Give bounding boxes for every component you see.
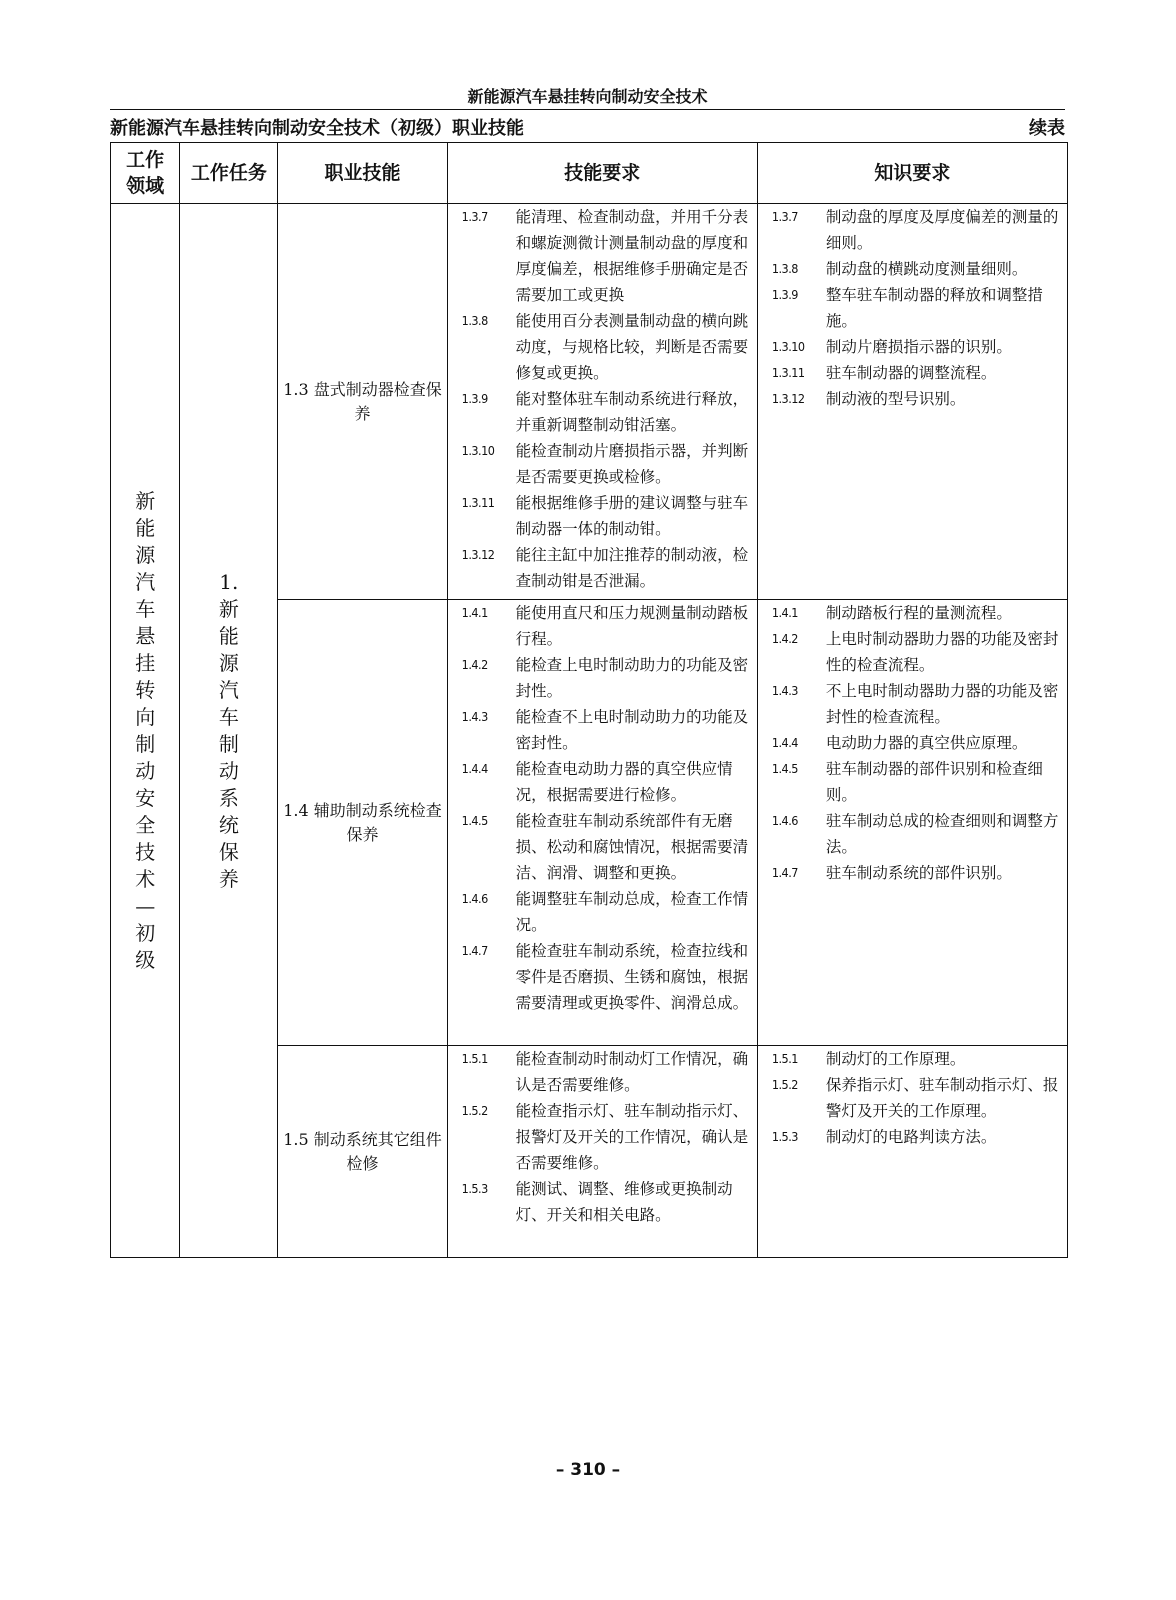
item-text: 能检查驻车制动系统部件有无磨损、松动和腐蚀情况，根据需要清洁、润滑、调整和更换。 [515, 812, 749, 882]
skill-requirements-cell [447, 1046, 757, 1258]
knowledge-requirement-item [758, 1124, 1067, 1150]
task-cell: 1.新能源汽车制动系统保养 [180, 204, 278, 1258]
skill-requirement-item [448, 438, 757, 490]
item-number: 1.4.7 [771, 865, 798, 880]
item-text: 驻车制动系统的部件识别。 [825, 864, 1012, 882]
table-row [111, 204, 1068, 600]
knowledge-requirement-item [758, 808, 1067, 860]
skill-requirement-item [448, 600, 757, 652]
skill-requirement-item [448, 1176, 757, 1228]
item-number: 1.3.9 [771, 287, 798, 302]
item-text: 上电时制动器助力器的功能及密封性的检查流程。 [825, 630, 1059, 674]
item-text: 能检查制动片磨损指示器，并判断是否需要更换或检修。 [515, 442, 749, 486]
item-number: 1.3.10 [771, 339, 805, 354]
item-text: 电动助力器的真空供应原理。 [825, 734, 1028, 752]
running-head: 新能源汽车悬挂转向制动安全技术 [467, 87, 708, 106]
item-text: 制动片磨损指示器的识别。 [825, 338, 1012, 356]
skill-requirement-item [448, 652, 757, 704]
skill-requirements-cell [447, 204, 757, 600]
item-text: 驻车制动总成的检查细则和调整方法。 [825, 812, 1059, 856]
item-number: 1.5.3 [771, 1129, 798, 1144]
skill-requirement-item [448, 386, 757, 438]
item-number: 1.5.1 [461, 1051, 488, 1066]
knowledge-requirement-item [758, 626, 1067, 678]
skill-requirement-item [448, 704, 757, 756]
item-text: 驻车制动器的部件识别和检查细则。 [825, 760, 1043, 804]
item-text: 能检查电动助力器的真空供应情况，根据需要进行检修。 [515, 760, 733, 804]
item-text: 能测试、调整、维修或更换制动灯、开关和相关电路。 [515, 1180, 733, 1224]
item-number: 1.4.5 [461, 813, 488, 828]
skill-requirement-item [448, 938, 757, 1016]
item-text: 能检查指示灯、驻车制动指示灯、报警灯及开关的工作情况，确认是否需要维修。 [515, 1102, 749, 1172]
item-text: 制动盘的横跳动度测量细则。 [825, 260, 1028, 278]
item-text: 不上电时制动器助力器的功能及密封性的检查流程。 [825, 682, 1059, 726]
item-text: 能调整驻车制动总成，检查工作情况。 [515, 890, 749, 934]
item-text: 能清理、检查制动盘，并用千分表和螺旋测微计测量制动盘的厚度和厚度偏差，根据维修手册确定是否需要加工或更换 [515, 208, 749, 304]
skill-requirement-item [448, 308, 757, 386]
knowledge-requirement-item [758, 860, 1067, 886]
item-number: 1.3.8 [771, 261, 798, 276]
header-task: 工作任务 [180, 143, 278, 204]
item-number: 1.4.4 [771, 735, 798, 750]
item-number: 1.3.11 [771, 365, 805, 380]
item-number: 1.3.11 [461, 495, 495, 510]
item-number: 1.5.3 [461, 1181, 488, 1196]
knowledge-requirement-item [758, 360, 1067, 386]
knowledge-requirement-item [758, 730, 1067, 756]
item-text: 制动踏板行程的量测流程。 [825, 604, 1012, 622]
item-text: 能根据维修手册的建议调整与驻车制动器一体的制动钳。 [515, 494, 749, 538]
item-text: 保养指示灯、驻车制动指示灯、报警灯及开关的工作原理。 [825, 1076, 1059, 1120]
knowledge-requirements-cell [757, 600, 1067, 1046]
item-number: 1.4.2 [461, 657, 488, 672]
item-text: 能检查制动时制动灯工作情况，确认是否需要维修。 [515, 1050, 749, 1094]
item-number: 1.3.12 [771, 391, 805, 406]
domain-cell: 新能源汽车悬挂转向制动安全技术—初级 [111, 204, 180, 1258]
item-text: 制动盘的厚度及厚度偏差的测量的细则。 [825, 208, 1059, 252]
header-knowledge-requirements: 知识要求 [757, 143, 1067, 204]
item-number: 1.3.7 [771, 209, 798, 224]
header-rule [110, 109, 1065, 110]
item-text: 能检查驻车制动系统，检查拉线和零件是否磨损、生锈和腐蚀，根据需要清理或更换零件、润滑总成。 [515, 942, 749, 1012]
item-number: 1.3.8 [461, 313, 488, 328]
item-text: 能往主缸中加注推荐的制动液，检查制动钳是否泄漏。 [515, 546, 749, 590]
knowledge-requirements-cell [757, 204, 1067, 600]
item-number: 1.4.3 [461, 709, 488, 724]
skill-requirement-item [448, 886, 757, 938]
item-number: 1.4.7 [461, 943, 488, 958]
item-number: 1.4.1 [461, 605, 488, 620]
item-text: 制动液的型号识别。 [825, 390, 966, 408]
knowledge-requirement-item [758, 204, 1067, 256]
item-text: 制动灯的电路判读方法。 [825, 1128, 997, 1146]
knowledge-requirement-item [758, 600, 1067, 626]
item-number: 1.5.1 [771, 1051, 798, 1066]
item-number: 1.5.2 [461, 1103, 488, 1118]
continued-label: 续表 [1029, 118, 1065, 139]
page-number: – 310 – [555, 1460, 621, 1480]
item-number: 1.3.12 [461, 547, 495, 562]
header-skill-requirements: 技能要求 [447, 143, 757, 204]
item-text: 能检查上电时制动助力的功能及密封性。 [515, 656, 749, 700]
header-skill: 职业技能 [278, 143, 447, 204]
knowledge-requirement-item [758, 1046, 1067, 1072]
skill-requirements-cell [447, 600, 757, 1046]
item-number: 1.3.9 [461, 391, 488, 406]
item-number: 1.4.2 [771, 631, 798, 646]
item-number: 1.4.5 [771, 761, 798, 776]
skill-requirement-item [448, 1098, 757, 1176]
table-title: 新能源汽车悬挂转向制动安全技术（初级）职业技能 [110, 118, 524, 139]
item-text: 能使用百分表测量制动盘的横向跳动度，与规格比较，判断是否需要修复或更换。 [515, 312, 749, 382]
skill-requirement-item [448, 756, 757, 808]
skill-requirement-item [448, 204, 757, 308]
header-row [111, 143, 1068, 204]
item-number: 1.3.10 [461, 443, 495, 458]
item-number: 1.4.4 [461, 761, 488, 776]
skill-cell: 1.3 盘式制动器检查保养 [278, 204, 447, 600]
item-number: 1.4.1 [771, 605, 798, 620]
knowledge-requirement-item [758, 282, 1067, 334]
skill-requirement-item [448, 542, 757, 594]
knowledge-requirement-item [758, 386, 1067, 412]
item-number: 1.4.6 [461, 891, 488, 906]
item-text: 制动灯的工作原理。 [825, 1050, 966, 1068]
knowledge-requirement-item [758, 678, 1067, 730]
item-text: 能检查不上电时制动助力的功能及密封性。 [515, 708, 749, 752]
item-text: 能对整体驻车制动系统进行释放，并重新调整制动钳活塞。 [515, 390, 749, 434]
skill-requirement-item [448, 490, 757, 542]
knowledge-requirements-cell [757, 1046, 1067, 1258]
skill-requirement-item [448, 1046, 757, 1098]
item-number: 1.4.6 [771, 813, 798, 828]
header-domain: 工作领域 [111, 143, 180, 204]
skill-cell: 1.5 制动系统其它组件检修 [278, 1046, 447, 1258]
item-number: 1.3.7 [461, 209, 488, 224]
item-text: 驻车制动器的调整流程。 [825, 364, 997, 382]
skill-requirement-item [448, 808, 757, 886]
skills-table [110, 142, 1068, 1258]
item-number: 1.5.2 [771, 1077, 798, 1092]
knowledge-requirement-item [758, 756, 1067, 808]
knowledge-requirement-item [758, 1072, 1067, 1124]
knowledge-requirement-item [758, 256, 1067, 282]
item-text: 整车驻车制动器的释放和调整措施。 [825, 286, 1043, 330]
knowledge-requirement-item [758, 334, 1067, 360]
item-number: 1.4.3 [771, 683, 798, 698]
table-title-bar [110, 114, 1065, 140]
item-text: 能使用直尺和压力规测量制动踏板行程。 [515, 604, 749, 648]
skill-cell: 1.4 辅助制动系统检查保养 [278, 600, 447, 1046]
